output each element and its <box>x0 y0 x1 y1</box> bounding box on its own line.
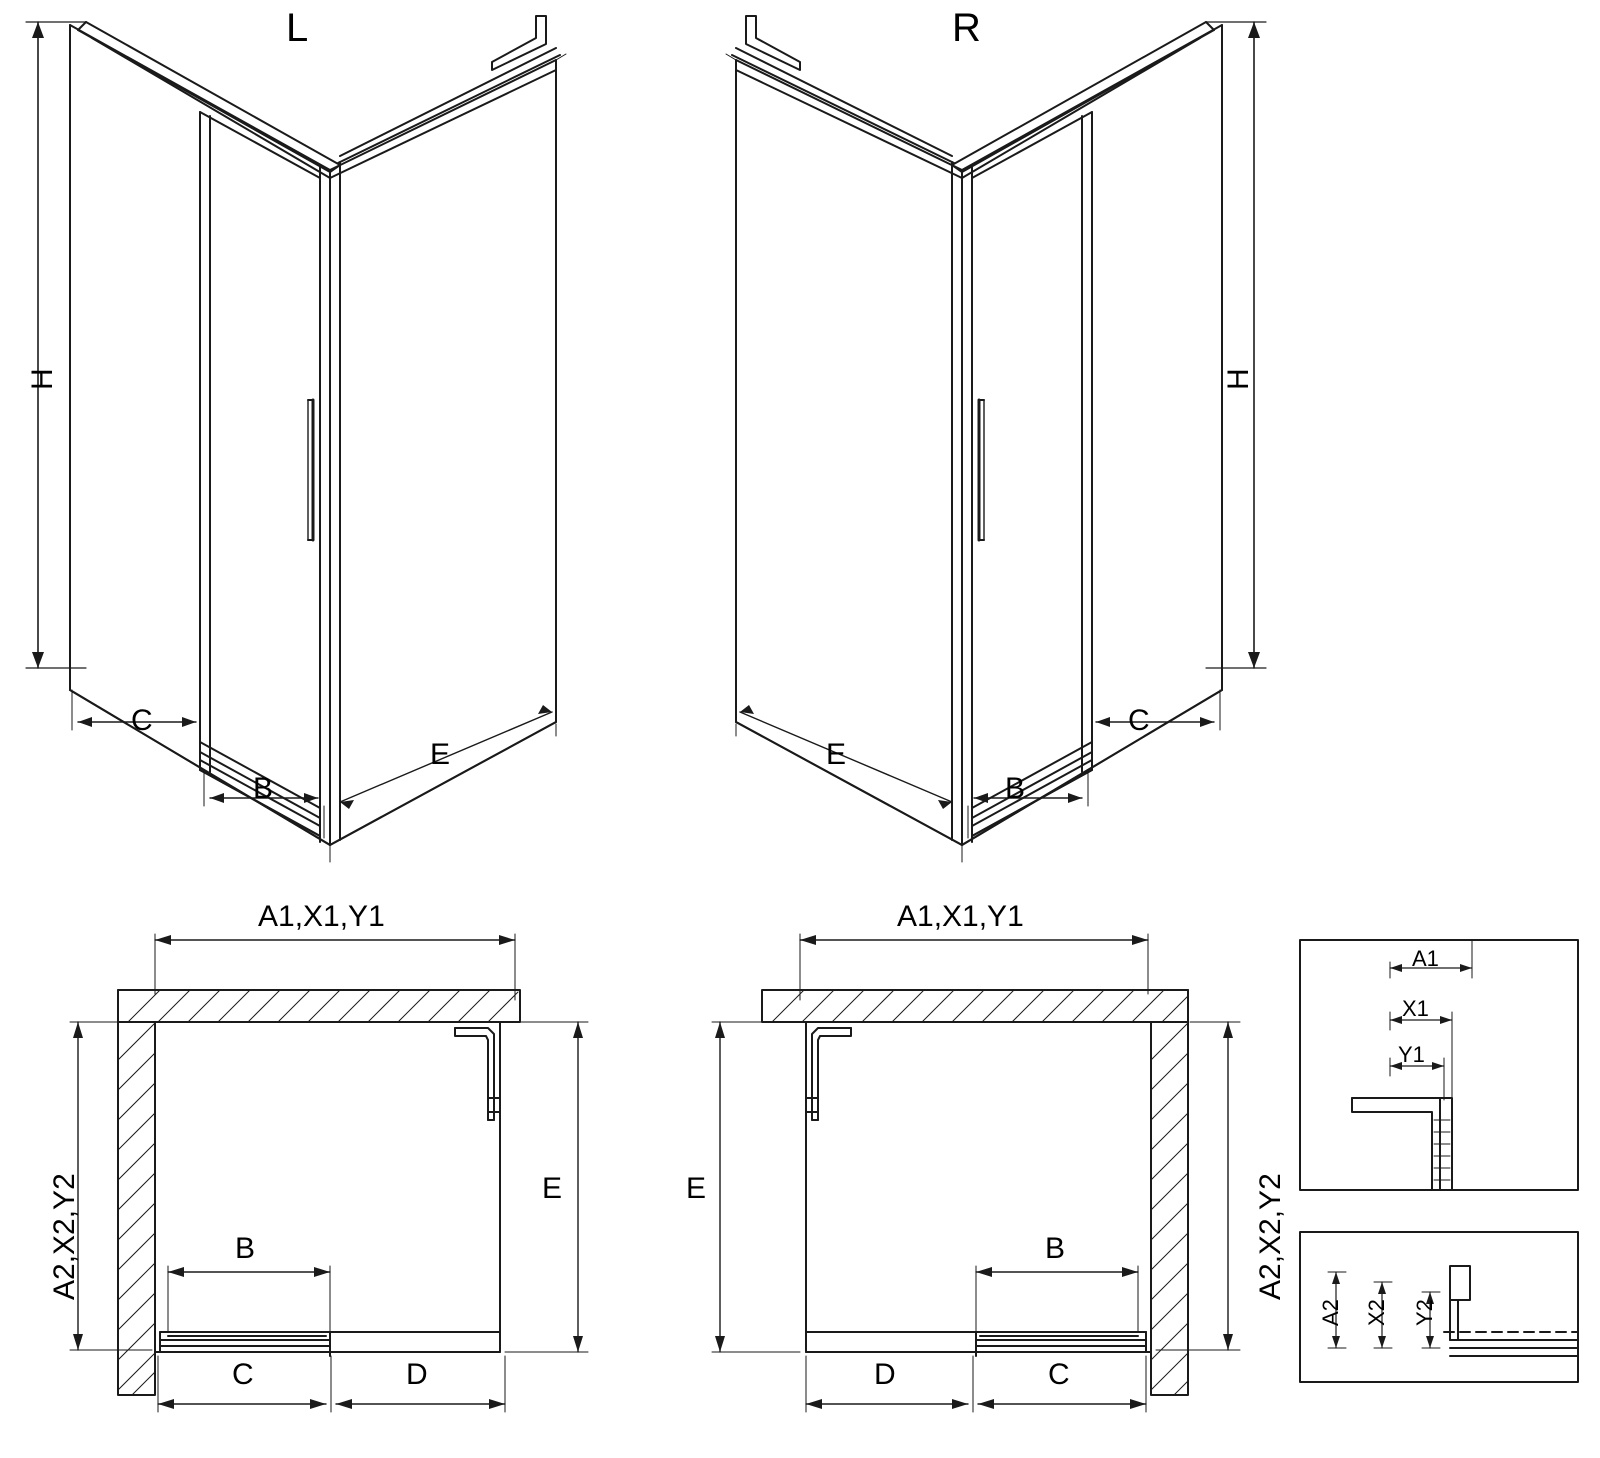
dim-label-C-right: C <box>1128 704 1150 737</box>
detail-bottom-label-X2: X2 <box>1364 1299 1389 1326</box>
plan-right-dim-C: C <box>1048 1358 1070 1391</box>
plan-right-dim-D: D <box>874 1358 896 1391</box>
plan-right-left-dim: E <box>686 1172 707 1205</box>
view-title-right: R <box>952 6 981 50</box>
plan-right-top-dim: A1,X1,Y1 <box>897 900 1024 933</box>
view-title-left: L <box>286 6 309 50</box>
dim-label-E-right: E <box>826 738 847 771</box>
detail-top-label-X1: X1 <box>1402 996 1429 1021</box>
plan-left-dim-D: D <box>406 1358 428 1391</box>
detail-bottom-label-A2: A2 <box>1318 1299 1343 1326</box>
plan-right-side-dim: A2,X2,Y2 <box>1254 1173 1287 1300</box>
dim-label-H-left: H <box>26 368 59 390</box>
plan-left-top-dim: A1,X1,Y1 <box>258 900 385 933</box>
plan-left-inner-dim: B <box>235 1232 256 1265</box>
detail-top-label-A1: A1 <box>1412 946 1439 971</box>
plan-right-inner-dim: B <box>1045 1232 1066 1265</box>
detail-top-label-Y1: Y1 <box>1398 1042 1425 1067</box>
dim-label-B-left: B <box>253 772 274 805</box>
dim-label-C-left: C <box>131 704 153 737</box>
dim-label-E-left: E <box>430 738 451 771</box>
dim-label-B-right: B <box>1005 772 1026 805</box>
plan-left-dim-C: C <box>232 1358 254 1391</box>
dim-label-H-right: H <box>1222 368 1255 390</box>
plan-left-side-dim: A2,X2,Y2 <box>48 1173 81 1300</box>
detail-bottom-label-Y2: Y2 <box>1412 1299 1437 1326</box>
plan-left-right-dim: E <box>542 1172 563 1205</box>
